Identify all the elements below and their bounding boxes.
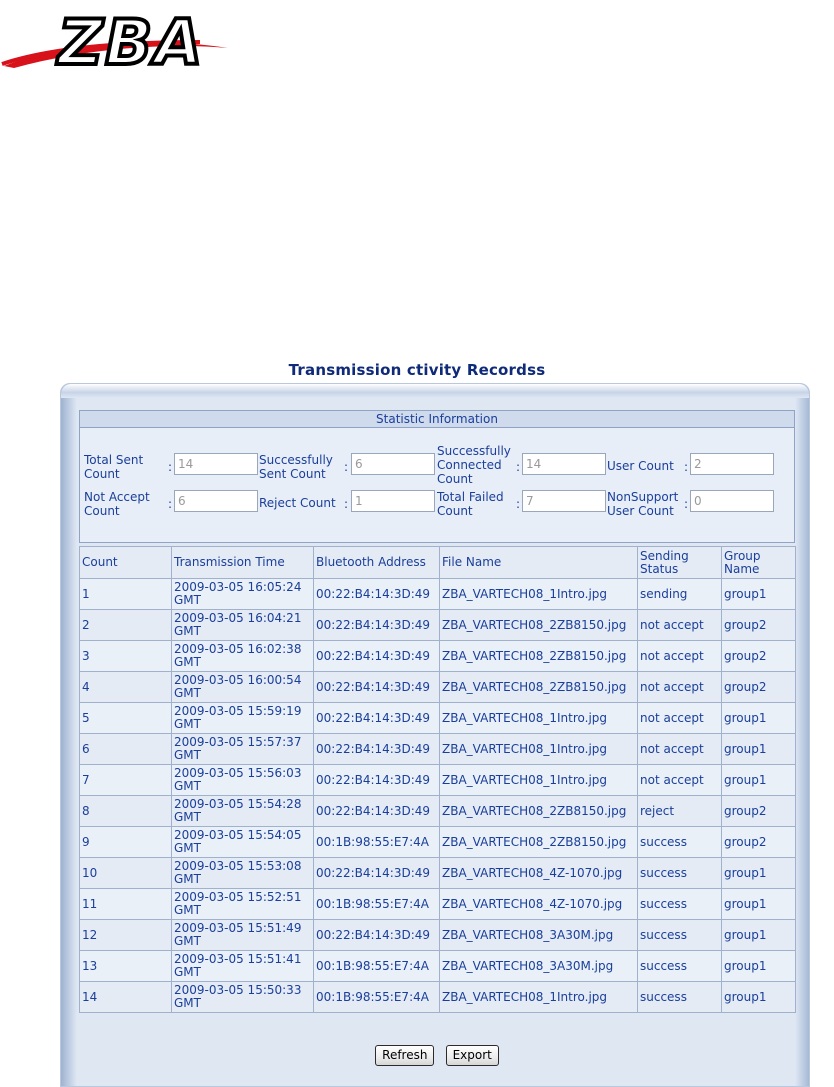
button-bar xyxy=(79,1044,795,1066)
stat-colon: : xyxy=(684,460,689,474)
cell-group-name: group1 xyxy=(722,858,796,889)
cell-count: 7 xyxy=(80,765,172,796)
stat-colon: : xyxy=(344,497,349,511)
cell-sending-status: not accept xyxy=(638,703,722,734)
stat-total-sent xyxy=(84,453,260,479)
table-row xyxy=(80,827,796,858)
table-row xyxy=(80,579,796,610)
cell-count: 11 xyxy=(80,889,172,920)
cell-transmission-time xyxy=(172,579,314,610)
cell-group-name: group1 xyxy=(722,579,796,610)
cell-file-name: ZBA_VARTECH08_3A30M.jpg xyxy=(440,951,638,982)
cell-transmission-time xyxy=(172,610,314,641)
cell-sending-status: not accept xyxy=(638,641,722,672)
stat-nonsupport-user xyxy=(607,490,777,516)
cell-sending-status: success xyxy=(638,858,722,889)
transmission-time-text: 2009-03-05 15:51:41 GMT xyxy=(174,952,302,979)
total-sent-count-field[interactable] xyxy=(174,453,258,475)
cell-sending-status: sending xyxy=(638,579,722,610)
table-row xyxy=(80,858,796,889)
stat-colon: : xyxy=(344,460,349,474)
header-transmission-time: Transmission Time xyxy=(172,547,314,579)
transmission-time-text: 2009-03-05 16:00:54 GMT xyxy=(174,673,302,700)
cell-transmission-time xyxy=(172,920,314,951)
transmission-time-text: 2009-03-05 16:02:38 GMT xyxy=(174,642,302,669)
table-row xyxy=(80,672,796,703)
cell-group-name: group2 xyxy=(722,672,796,703)
cell-bluetooth-address: 00:1B:98:55:E7:4A xyxy=(314,889,440,920)
cell-bluetooth-address: 00:1B:98:55:E7:4A xyxy=(314,982,440,1013)
stat-successfully-sent xyxy=(259,453,437,479)
cell-file-name: ZBA_VARTECH08_1Intro.jpg xyxy=(440,734,638,765)
cell-group-name: group1 xyxy=(722,889,796,920)
cell-bluetooth-address: 00:22:B4:14:3D:49 xyxy=(314,920,440,951)
cell-count: 3 xyxy=(80,641,172,672)
cell-transmission-time xyxy=(172,951,314,982)
cell-group-name: group1 xyxy=(722,982,796,1013)
cell-count: 8 xyxy=(80,796,172,827)
cell-bluetooth-address: 00:22:B4:14:3D:49 xyxy=(314,734,440,765)
page-title: Transmission ctivity Recordss xyxy=(288,361,546,379)
stat-colon: : xyxy=(684,497,689,511)
stat-not-accept xyxy=(84,490,260,516)
cell-transmission-time xyxy=(172,703,314,734)
cell-bluetooth-address: 00:22:B4:14:3D:49 xyxy=(314,641,440,672)
stat-label: User Count xyxy=(607,459,674,473)
reject-count-field[interactable] xyxy=(351,490,435,512)
stat-label: Successfully Sent Count xyxy=(259,453,333,481)
cell-bluetooth-address: 00:22:B4:14:3D:49 xyxy=(314,796,440,827)
cell-bluetooth-address: 00:22:B4:14:3D:49 xyxy=(314,765,440,796)
cell-count: 14 xyxy=(80,982,172,1013)
cell-transmission-time xyxy=(172,796,314,827)
cell-group-name: group1 xyxy=(722,765,796,796)
cell-sending-status: success xyxy=(638,982,722,1013)
cell-bluetooth-address: 00:22:B4:14:3D:49 xyxy=(314,703,440,734)
cell-group-name: group2 xyxy=(722,827,796,858)
cell-group-name: group2 xyxy=(722,610,796,641)
cell-group-name: group1 xyxy=(722,951,796,982)
cell-file-name: ZBA_VARTECH08_1Intro.jpg xyxy=(440,703,638,734)
table-row xyxy=(80,610,796,641)
statistic-box xyxy=(79,410,795,543)
cell-sending-status: success xyxy=(638,920,722,951)
stat-successfully-connected xyxy=(437,444,607,486)
transmission-time-text: 2009-03-05 15:59:19 GMT xyxy=(174,704,302,731)
cell-group-name: group2 xyxy=(722,796,796,827)
cell-count: 12 xyxy=(80,920,172,951)
cell-file-name: ZBA_VARTECH08_2ZB8150.jpg xyxy=(440,672,638,703)
table-row xyxy=(80,796,796,827)
cell-transmission-time xyxy=(172,641,314,672)
stat-colon: : xyxy=(168,497,173,511)
cell-count: 2 xyxy=(80,610,172,641)
stat-colon: : xyxy=(168,460,173,474)
transmission-time-text: 2009-03-05 16:05:24 GMT xyxy=(174,580,302,607)
cell-sending-status: not accept xyxy=(638,734,722,765)
cell-count: 5 xyxy=(80,703,172,734)
cell-transmission-time xyxy=(172,672,314,703)
cell-transmission-time xyxy=(172,734,314,765)
header-sending-status xyxy=(638,547,722,579)
transmission-time-text: 2009-03-05 15:54:28 GMT xyxy=(174,797,302,824)
table-row xyxy=(80,703,796,734)
transmission-time-text: 2009-03-05 15:53:08 GMT xyxy=(174,859,302,886)
header-group-name-label: Group Name xyxy=(724,548,761,576)
transmission-time-text: 2009-03-05 15:56:03 GMT xyxy=(174,766,302,793)
stat-reject xyxy=(259,490,437,516)
cell-transmission-time xyxy=(172,858,314,889)
header-sending-status-label: Sending Status xyxy=(640,548,689,576)
zba-logo xyxy=(0,6,232,72)
table-row xyxy=(80,982,796,1013)
cell-transmission-time xyxy=(172,982,314,1013)
table-row xyxy=(80,920,796,951)
cell-file-name: ZBA_VARTECH08_1Intro.jpg xyxy=(440,579,638,610)
header-file-name: File Name xyxy=(440,547,638,579)
cell-bluetooth-address: 00:22:B4:14:3D:49 xyxy=(314,579,440,610)
stat-label: Reject Count xyxy=(259,496,336,510)
cell-transmission-time xyxy=(172,827,314,858)
cell-file-name: ZBA_VARTECH08_1Intro.jpg xyxy=(440,765,638,796)
cell-file-name: ZBA_VARTECH08_2ZB8150.jpg xyxy=(440,641,638,672)
header-bluetooth-address: Bluetooth Address xyxy=(314,547,440,579)
transmission-time-text: 2009-03-05 15:52:51 GMT xyxy=(174,890,302,917)
cell-bluetooth-address: 00:22:B4:14:3D:49 xyxy=(314,672,440,703)
transmission-time-text: 2009-03-05 15:50:33 GMT xyxy=(174,983,302,1010)
header-group-name xyxy=(722,547,796,579)
cell-count: 1 xyxy=(80,579,172,610)
cell-file-name: ZBA_VARTECH08_4Z-1070.jpg xyxy=(440,858,638,889)
header-count: Count xyxy=(80,547,172,579)
records-body xyxy=(80,579,796,1013)
cell-bluetooth-address: 00:22:B4:14:3D:49 xyxy=(314,610,440,641)
cell-sending-status: success xyxy=(638,951,722,982)
transmission-time-text: 2009-03-05 16:04:21 GMT xyxy=(174,611,302,638)
cell-count: 6 xyxy=(80,734,172,765)
successfully-connected-count-field[interactable] xyxy=(522,453,606,475)
cell-group-name: group1 xyxy=(722,734,796,765)
cell-transmission-time xyxy=(172,889,314,920)
table-row xyxy=(80,641,796,672)
transmission-time-text: 2009-03-05 15:57:37 GMT xyxy=(174,735,302,762)
table-row xyxy=(80,889,796,920)
cell-file-name: ZBA_VARTECH08_3A30M.jpg xyxy=(440,920,638,951)
cell-file-name: ZBA_VARTECH08_2ZB8150.jpg xyxy=(440,827,638,858)
cell-count: 10 xyxy=(80,858,172,889)
stat-label: Total Failed Count xyxy=(437,490,504,518)
transmission-time-text: 2009-03-05 15:54:05 GMT xyxy=(174,828,302,855)
panel-top-bevel xyxy=(61,384,809,398)
records-panel xyxy=(60,383,810,1087)
cell-sending-status: not accept xyxy=(638,610,722,641)
stat-label: Successfully Connected Count xyxy=(437,444,511,486)
cell-file-name: ZBA_VARTECH08_4Z-1070.jpg xyxy=(440,889,638,920)
stat-user-count xyxy=(607,453,777,479)
stat-label: NonSupport User Count xyxy=(607,490,679,518)
table-row xyxy=(80,951,796,982)
records-table xyxy=(79,546,796,1013)
stat-colon: : xyxy=(516,460,521,474)
not-accept-count-field[interactable] xyxy=(174,490,258,512)
cell-sending-status: not accept xyxy=(638,672,722,703)
statistic-heading: Statistic Information xyxy=(80,411,794,428)
cell-count: 13 xyxy=(80,951,172,982)
cell-file-name: ZBA_VARTECH08_1Intro.jpg xyxy=(440,982,638,1013)
nonsupport-user-count-field[interactable] xyxy=(690,490,774,512)
cell-sending-status: reject xyxy=(638,796,722,827)
table-row xyxy=(80,734,796,765)
cell-sending-status: not accept xyxy=(638,765,722,796)
table-row xyxy=(80,765,796,796)
cell-file-name: ZBA_VARTECH08_2ZB8150.jpg xyxy=(440,610,638,641)
cell-count: 4 xyxy=(80,672,172,703)
total-failed-count-field[interactable] xyxy=(522,490,606,512)
export-button[interactable]: Export xyxy=(446,1045,499,1066)
stat-label: Not Accept Count xyxy=(84,490,150,518)
successfully-sent-count-field[interactable] xyxy=(351,453,435,475)
refresh-button[interactable]: Refresh xyxy=(375,1045,434,1066)
cell-bluetooth-address: 00:1B:98:55:E7:4A xyxy=(314,827,440,858)
cell-transmission-time xyxy=(172,765,314,796)
cell-sending-status: success xyxy=(638,889,722,920)
cell-group-name: group1 xyxy=(722,703,796,734)
logo-text: ZBA xyxy=(58,6,205,72)
stat-label: Total Sent Count xyxy=(84,453,144,481)
transmission-time-text: 2009-03-05 15:51:49 GMT xyxy=(174,921,302,948)
cell-bluetooth-address: 00:22:B4:14:3D:49 xyxy=(314,858,440,889)
cell-group-name: group2 xyxy=(722,641,796,672)
cell-file-name: ZBA_VARTECH08_2ZB8150.jpg xyxy=(440,796,638,827)
cell-bluetooth-address: 00:1B:98:55:E7:4A xyxy=(314,951,440,982)
stat-colon: : xyxy=(516,497,521,511)
cell-sending-status: success xyxy=(638,827,722,858)
stat-total-failed xyxy=(437,490,607,516)
table-header-row xyxy=(80,547,796,579)
cell-group-name: group1 xyxy=(722,920,796,951)
user-count-field[interactable] xyxy=(690,453,774,475)
cell-count: 9 xyxy=(80,827,172,858)
